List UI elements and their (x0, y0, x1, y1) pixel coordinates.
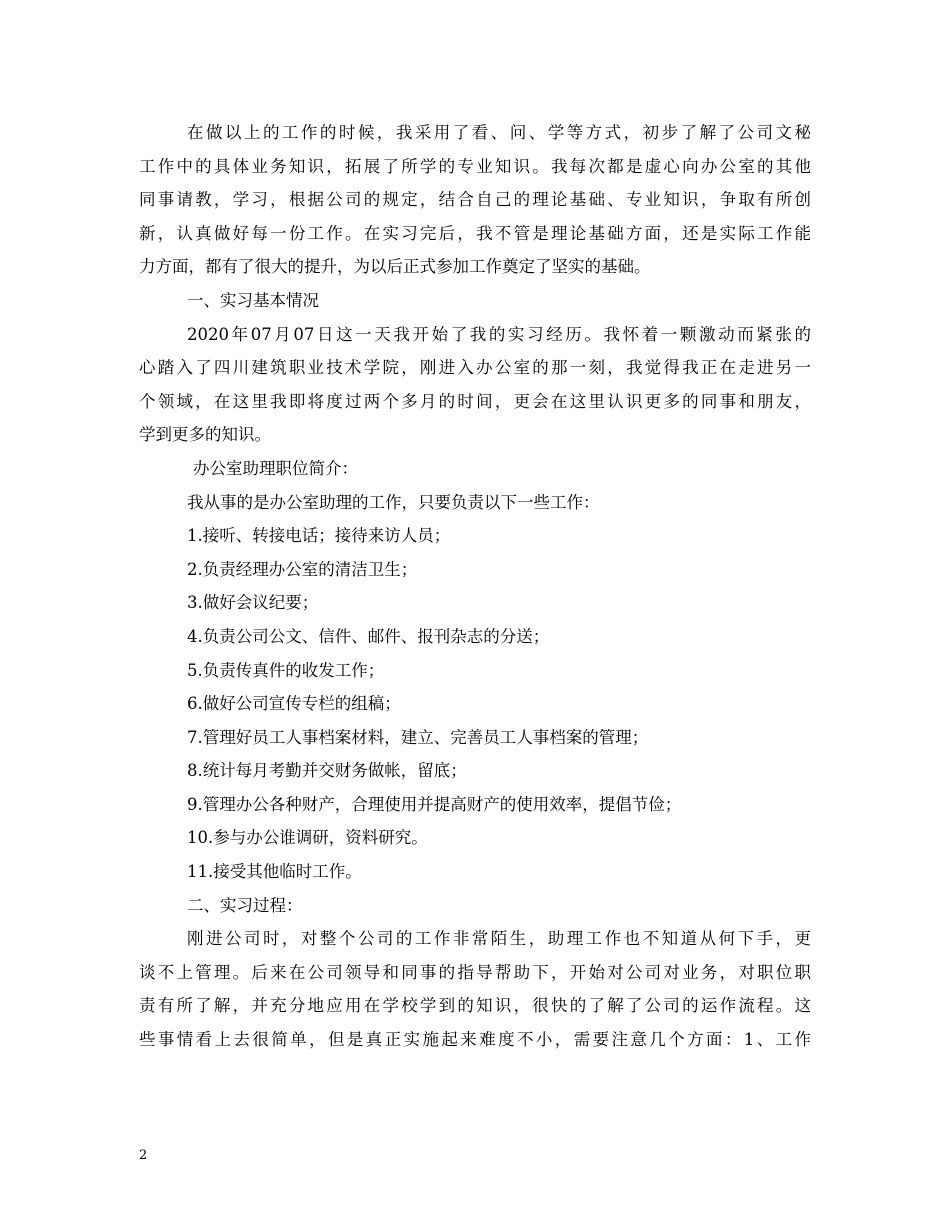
text-line: 11.接受其他临时工作。 (187, 862, 362, 882)
text-line: 2020年07月07日这一天我开始了我的实习经历。我怀着一颗激动而紧张的 (187, 324, 811, 344)
text-line: 责有所了解，并充分地应用在学校学到的知识，很快的了解了公司的运作流程。这 (139, 996, 811, 1016)
text-line: 一、实习基本情况 (187, 290, 319, 310)
text-line: 办公室助理职位简介： (193, 458, 358, 478)
text-line: 二、实习过程： (187, 895, 303, 915)
text-line: 力方面，都有了很大的提升，为以后正式参加工作奠定了坚实的基础。 (139, 257, 651, 277)
text-line: 些事情看上去很简单，但是真正实施起来难度不小，需要注意几个方面：1、工作 (139, 1030, 811, 1050)
text-line: 1.接听、转接电话；接待来访人员； (187, 526, 451, 546)
text-line: 心踏入了四川建筑职业技术学院，刚进入办公室的那一刻，我觉得我正在走进另一 (139, 358, 811, 378)
document-body (139, 116, 811, 1057)
page-number: 2 (139, 1148, 148, 1163)
text-line: 3.做好会议纪要； (187, 593, 319, 613)
text-line: 新，认真做好每一份工作。在实习完后，我不管是理论基础方面，还是实际工作能 (139, 223, 811, 243)
text-line: 同事请教，学习，根据公司的规定，结合自己的理论基础、专业知识，争取有所创 (139, 190, 811, 210)
text-line: 在做以上的工作的时候，我采用了看、问、学等方式，初步了解了公司文秘 (187, 123, 811, 142)
text-line: 个领域，在这里我即将度过两个多月的时间，更会在这里认识更多的同事和朋友， (139, 391, 811, 411)
text-line: 4.负责公司公文、信件、邮件、报刊杂志的分送； (187, 626, 550, 646)
text-line: 5.负责传真件的收发工作； (187, 660, 385, 680)
text-line: 我从事的是办公室助理的工作，只要负责以下一些工作： (187, 492, 600, 512)
text-line: 谈不上管理。后来在公司领导和同事的指导帮助下，开始对公司对业务，对职位职 (139, 962, 811, 982)
text-line: 学到更多的知识。 (139, 425, 271, 445)
text-line: 10.参与办公谁调研，资料研究。 (187, 828, 428, 848)
text-line: 工作中的具体业务知识，拓展了所学的专业知识。我每次都是虚心向办公室的其他 (139, 156, 811, 176)
text-line: 2.负责经理办公室的清洁卫生； (187, 559, 418, 579)
text-line: 8.统计每月考勤并交财务做帐，留底； (187, 761, 467, 781)
text-line: 9.管理办公各种财产，合理使用并提高财产的使用效率，提倡节俭； (187, 794, 682, 814)
text-line: 6.做好公司宣传专栏的组稿； (187, 694, 401, 714)
text-line: 刚进公司时，对整个公司的工作非常陌生，助理工作也不知道从何下手，更 (187, 929, 811, 949)
text-line: 7.管理好员工人事档案材料，建立、完善员工人事档案的管理； (187, 727, 649, 747)
